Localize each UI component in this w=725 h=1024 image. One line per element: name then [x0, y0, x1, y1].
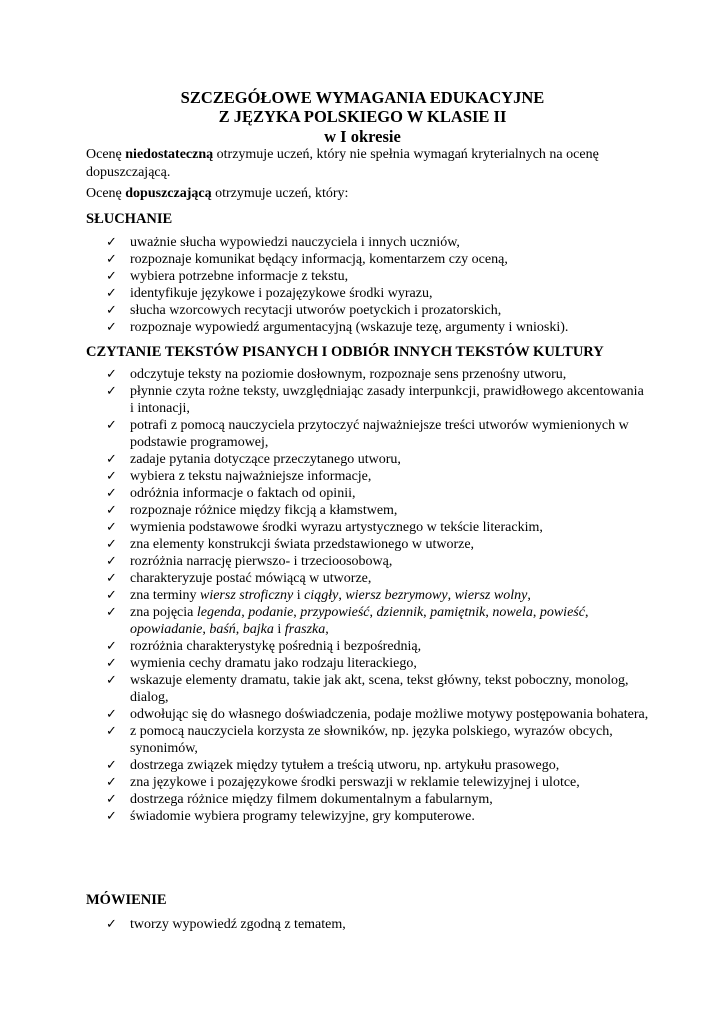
term-italic: baśń: [209, 622, 236, 637]
check-icon: ✓: [106, 235, 117, 250]
check-icon: ✓: [106, 792, 117, 807]
list-item: [0, 268, 650, 285]
list-czytanie: [0, 366, 725, 825]
list-item-text: rozpoznaje różnice między fikcją a kłamstwem,: [130, 503, 398, 518]
page-title-line1: SZCZEGÓŁOWE WYMAGANIA EDUKACYJNE: [180, 88, 545, 107]
list-item-text: dostrzega związek między tytułem a treścią utworu, np. artykułu prasowego,: [130, 758, 560, 773]
list-item: [0, 655, 650, 672]
check-icon: ✓: [106, 503, 117, 518]
list-item: [0, 417, 650, 451]
list-item-text: rozróżnia narrację pierwszo- i trzecioosobową,: [130, 554, 393, 569]
check-icon: ✓: [106, 917, 117, 932]
check-icon: ✓: [106, 384, 117, 399]
check-icon: ✓: [106, 286, 117, 301]
term-italic: przypowieść: [300, 605, 370, 620]
list-item-concepts: [0, 604, 650, 638]
check-icon: ✓: [106, 639, 117, 654]
term-italic: opowiadanie: [130, 622, 203, 637]
list-item-text: świadomie wybiera programy telewizyjne, gry komputerowe.: [130, 809, 475, 824]
list-item: [0, 251, 650, 268]
text: ,: [293, 605, 301, 620]
check-icon: ✓: [106, 656, 117, 671]
check-icon: ✓: [106, 724, 117, 739]
list-item-text: zna elementy konstrukcji świata przedstawionego w utworze,: [130, 537, 475, 552]
list-item-text: wskazuje elementy dramatu, takie jak akt, scena, tekst główny, tekst poboczny, monolog, dialog,: [130, 673, 629, 705]
intro-p2-prefix: Ocenę: [86, 186, 126, 201]
term-italic: fraszka: [284, 622, 326, 637]
section-heading-czytanie: CZYTANIE TEKSTÓW PISANYCH I ODBIÓR INNYCH TEKSTÓW KULTURY: [86, 344, 604, 360]
list-item: [0, 757, 650, 774]
list-item: [0, 808, 650, 825]
list-item-text: odczytuje teksty na poziomie dosłownym, rozpoznaje sens przenośny utworu,: [130, 367, 567, 382]
list-item: [0, 774, 650, 791]
term-italic: podanie: [248, 605, 294, 620]
list-item-text: uważnie słucha wypowiedzi nauczyciela i innych uczniów,: [130, 235, 460, 250]
list-sluchanie: [0, 234, 725, 336]
term-italic: wiersz stroficzny: [199, 588, 294, 603]
section-heading-sluchanie: SŁUCHANIE: [86, 211, 173, 227]
term-italic: ciągły: [304, 588, 339, 603]
list-item: [0, 366, 650, 383]
list-mowienie: [0, 916, 725, 933]
text: ,: [325, 622, 329, 637]
list-item-text: identyfikuje językowe i pozajęzykowe środki wyrazu,: [130, 286, 433, 301]
term-italic: nowela: [492, 605, 533, 620]
check-icon: ✓: [106, 554, 117, 569]
term-italic: wiersz bezrymowy: [345, 588, 448, 603]
list-item-text: wybiera potrzebne informacje z tekstu,: [130, 269, 349, 284]
page-title-line3: w I okresie: [324, 127, 401, 146]
check-icon: ✓: [106, 571, 117, 586]
check-icon: ✓: [106, 809, 117, 824]
section-heading-mowienie: MÓWIENIE: [86, 892, 167, 908]
check-icon: ✓: [106, 707, 117, 722]
check-icon: ✓: [106, 269, 117, 284]
term-italic: pamiętnik: [430, 605, 486, 620]
list-item-text: rozróżnia charakterystykę pośrednią i bezpośrednią,: [130, 639, 422, 654]
check-icon: ✓: [106, 303, 117, 318]
term-italic: legenda: [196, 605, 242, 620]
list-item: [0, 234, 650, 251]
text: ,: [202, 622, 210, 637]
intro-p2-suffix: otrzymuje uczeń, który:: [211, 186, 349, 201]
list-item-text: wymienia podstawowe środki wyrazu artystycznego w tekście literackim,: [130, 520, 543, 535]
check-icon: ✓: [106, 605, 117, 620]
list-item: [0, 916, 650, 933]
list-item-text: potrafi z pomocą nauczyciela przytoczyć najważniejsze treści utworów wymienionych w podstawie programowej,: [130, 418, 629, 450]
check-icon: ✓: [106, 367, 117, 382]
check-icon: ✓: [106, 520, 117, 535]
list-item-text: charakteryzuje postać mówiącą w utworze,: [130, 571, 372, 586]
list-item: [0, 536, 650, 553]
term-italic: bajka: [242, 622, 274, 637]
list-item: [0, 451, 650, 468]
check-icon: ✓: [106, 486, 117, 501]
text: ,: [485, 605, 493, 620]
list-item-text: zna językowe i pozajęzykowe środki perswazji w reklamie telewizyjnej i ulotce,: [130, 775, 580, 790]
list-item-text: rozpoznaje komunikat będący informacją, komentarzem czy oceną,: [130, 252, 508, 267]
list-item-text: odróżnia informacje o faktach od opinii,: [130, 486, 356, 501]
intro-p1-bold: niedostateczną: [125, 147, 214, 162]
list-item-text: wymienia cechy dramatu jako rodzaju literackiego,: [130, 656, 417, 671]
list-item-text: płynnie czyta rożne teksty, uwzględniając zasady interpunkcji, prawidłowego akcentowania i intonacji,: [130, 384, 644, 416]
intro-paragraph-1: [86, 146, 646, 181]
check-icon: ✓: [106, 469, 117, 484]
list-item-text: wybiera z tekstu najważniejsze informacje,: [130, 469, 372, 484]
list-item: [0, 285, 650, 302]
list-item-text: słucha wzorcowych recytacji utworów poetyckich i prozatorskich,: [130, 303, 502, 318]
text: zna pojęcia: [130, 605, 197, 620]
text: ,: [338, 588, 346, 603]
list-item: [0, 468, 650, 485]
text: i: [273, 622, 285, 637]
list-item-text: odwołując się do własnego doświadczenia, podaje możliwe motywy postępowania bohatera,: [130, 707, 649, 722]
list-item: [0, 553, 650, 570]
list-item: [0, 519, 650, 536]
list-item: [0, 502, 650, 519]
list-item-terms: [0, 587, 650, 604]
intro-paragraph-2: [86, 185, 646, 203]
term-italic: wiersz wolny: [454, 588, 528, 603]
text: ,: [532, 605, 540, 620]
list-item: [0, 791, 650, 808]
list-item: [0, 302, 650, 319]
list-item: [0, 723, 650, 757]
list-item-text: tworzy wypowiedź zgodną z tematem,: [130, 917, 346, 932]
check-icon: ✓: [106, 673, 117, 688]
list-item: [0, 485, 650, 502]
text: ,: [369, 605, 377, 620]
list-item-text: dostrzega różnice między filmem dokumentalnym a fabularnym,: [130, 792, 493, 807]
check-icon: ✓: [106, 418, 117, 433]
text: i: [293, 588, 305, 603]
list-item: [0, 706, 650, 723]
list-item-text: z pomocą nauczyciela korzysta ze słowników, np. języka polskiego, wyrazów obcych, synonimów,: [130, 724, 613, 756]
text: zna terminy: [130, 588, 200, 603]
text: ,: [241, 605, 249, 620]
text: ,: [423, 605, 431, 620]
check-icon: ✓: [106, 320, 117, 335]
list-item: [0, 319, 650, 336]
list-item: [0, 570, 650, 587]
page-title-line2: Z JĘZYKA POLSKIEGO W KLASIE II: [218, 107, 507, 126]
term-italic: dziennik: [376, 605, 424, 620]
intro-p1-prefix: Ocenę: [86, 147, 126, 162]
list-item: [0, 672, 650, 706]
check-icon: ✓: [106, 758, 117, 773]
term-italic: powieść: [539, 605, 585, 620]
list-item: [0, 638, 650, 655]
text: ,: [447, 588, 455, 603]
list-item-text: rozpoznaje wypowiedź argumentacyjną (wskazuje tezę, argumenty i wnioski).: [130, 320, 569, 335]
list-item: [0, 383, 650, 417]
check-icon: ✓: [106, 252, 117, 267]
intro-p2-bold: dopuszczającą: [125, 186, 212, 201]
intro-p1-suffix: otrzymuje uczeń, który nie spełnia wymagań kryterialnych na ocenę dopuszczającą.: [86, 147, 599, 180]
check-icon: ✓: [106, 452, 117, 467]
text: ,: [584, 605, 589, 620]
list-item-text: zadaje pytania dotyczące przeczytanego utworu,: [130, 452, 401, 467]
text: ,: [235, 622, 243, 637]
check-icon: ✓: [106, 537, 117, 552]
check-icon: ✓: [106, 588, 117, 603]
check-icon: ✓: [106, 775, 117, 790]
text: ,: [527, 588, 531, 603]
